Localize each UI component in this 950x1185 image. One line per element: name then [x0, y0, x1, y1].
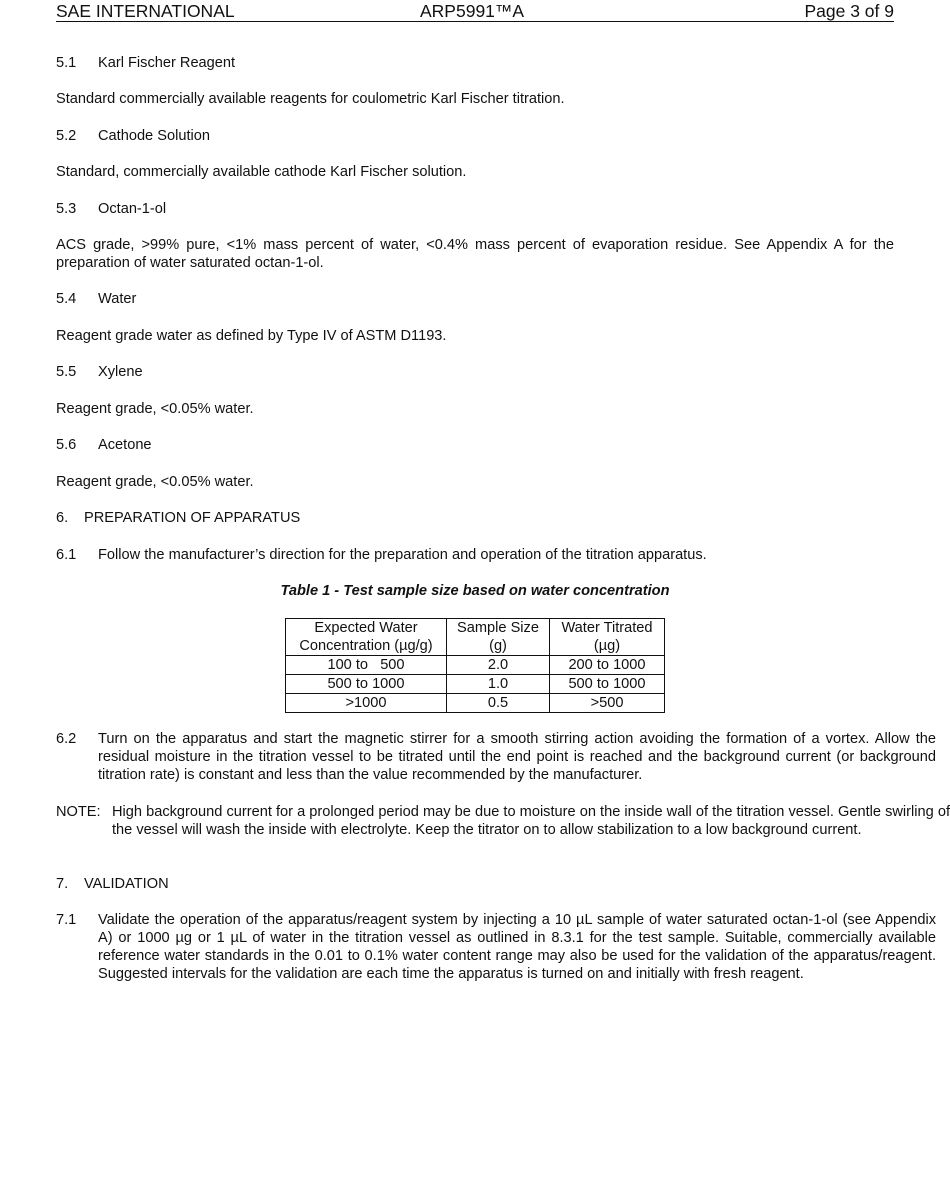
header-doc-id: ARP5991™A [420, 1, 525, 21]
section-7-heading [56, 875, 894, 893]
section-number: 7.1 [56, 912, 77, 928]
section-number: 6.2 [56, 731, 77, 747]
section-text: Turn on the apparatus and start the magnetic stirrer for a smooth stirring action avoiding the formation of a vortex. Allow the residual moisture in the titration vessel to be titrated until the end point is reached and the background current (or background titration rate) is constant and less than the value recommended by the manufacturer. [98, 731, 936, 783]
section-5-6-heading [56, 436, 894, 454]
section-5-1-heading [56, 54, 894, 72]
table-cell: 200 to 1000 [550, 656, 665, 675]
section-title: Water [98, 291, 137, 307]
section-5-3-heading [56, 200, 894, 218]
table-row [286, 694, 665, 713]
header-page-number: Page 3 of 9 [804, 1, 894, 21]
section-6-1 [56, 546, 936, 564]
table-cell: 500 to 1000 [550, 675, 665, 694]
section-number: 5.6 [56, 437, 77, 453]
section-title: Acetone [98, 437, 152, 453]
section-7-1 [56, 911, 936, 983]
table-cell: >500 [550, 694, 665, 713]
section-title: Xylene [98, 364, 143, 380]
table-row [286, 675, 665, 694]
note [56, 803, 950, 839]
section-5-1-text: Standard commercially available reagents for coulometric Karl Fischer titration. [56, 91, 565, 107]
section-6-heading [56, 509, 894, 527]
section-title: Cathode Solution [98, 128, 210, 144]
section-title: VALIDATION [84, 876, 169, 892]
table-cell: 500 to 1000 [286, 675, 447, 694]
section-number: 5.1 [56, 55, 77, 71]
section-text: Validate the operation of the apparatus/reagent system by injecting a 10 µL sample of water saturated octan-1-ol (see Appendix A) or 1000 µg or 1 µL of water in the titration vessel as outlined in 8.3.1 for the test sample. Suitable, commercially available reference water standards in the 0.01 to 0.1% water content range may also be used for the validation of the apparatus/reagent. Suggested intervals for the validation are each time the apparatus is turned on and initially with fresh reagent. [98, 912, 936, 982]
table-caption: Table 1 - Test sample size based on water concentration [280, 583, 670, 599]
section-title: Karl Fischer Reagent [98, 55, 236, 71]
section-number: 6. [56, 510, 69, 526]
table-cell: 0.5 [447, 694, 550, 713]
note-text: High background current for a prolonged period may be due to moisture on the inside wall of the titration vessel. Gentle swirling of the vessel will wash the inside with electrolyte. Keep the titrator on to allow stabilization to a low background current. [112, 804, 950, 838]
header-cell: Sample Size (g) [447, 619, 550, 656]
header-cell: Water Titrated (µg) [550, 619, 665, 656]
table-cell: 100 to 500 [286, 656, 447, 675]
section-5-5-heading [56, 363, 894, 381]
table-cell: >1000 [286, 694, 447, 713]
table-cell: 2.0 [447, 656, 550, 675]
section-5-2-text: Standard, commercially available cathode Karl Fischer solution. [56, 164, 467, 180]
note-label: NOTE: [56, 804, 101, 820]
section-5-5-text: Reagent grade, <0.05% water. [56, 401, 254, 417]
section-5-4-heading [56, 290, 894, 308]
section-title: PREPARATION OF APPARATUS [84, 510, 301, 526]
page-header [56, 2, 894, 22]
sample-size-table [285, 618, 665, 713]
section-number: 5.5 [56, 364, 77, 380]
table-header-row [286, 619, 665, 656]
section-text: Follow the manufacturer’s direction for the preparation and operation of the titration apparatus. [98, 547, 707, 563]
section-title: Octan-1-ol [98, 201, 167, 217]
section-number: 5.3 [56, 201, 77, 217]
section-number: 6.1 [56, 547, 77, 563]
section-number: 5.2 [56, 128, 77, 144]
section-number: 7. [56, 876, 69, 892]
header-org: SAE INTERNATIONAL [56, 1, 235, 21]
section-5-4-text: Reagent grade water as defined by Type IV of ASTM D1193. [56, 328, 447, 344]
section-5-3-text: ACS grade, >99% pure, <1% mass percent of water, <0.4% mass percent of evaporation residue. See Appendix A for the preparation of water saturated octan-1-ol. [56, 237, 894, 271]
section-5-2-heading [56, 127, 894, 145]
section-5-6-text: Reagent grade, <0.05% water. [56, 474, 254, 490]
section-6-2 [56, 730, 936, 784]
table-row [286, 656, 665, 675]
table-cell: 1.0 [447, 675, 550, 694]
header-cell: Expected Water Concentration (µg/g) [286, 619, 447, 656]
section-number: 5.4 [56, 291, 77, 307]
